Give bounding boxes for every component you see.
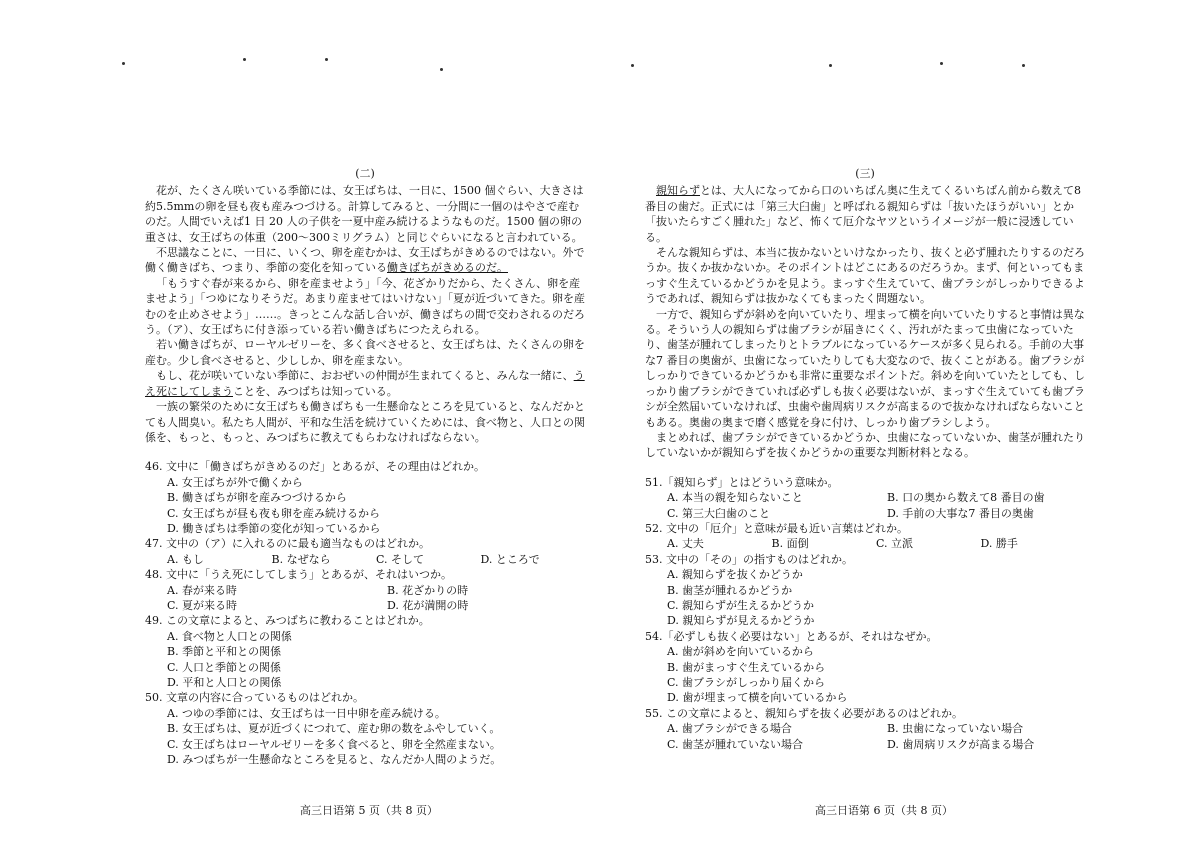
question-55 [645, 706, 1085, 752]
answer-option[interactable]: B. 花ざかりの時 [387, 583, 469, 597]
scan-speck [325, 58, 328, 61]
section-two [145, 166, 585, 767]
question-stem: 50. 文章の内容に合っているものはどれか。 [145, 691, 364, 705]
paragraph-text: とは、大人になってから口のいちばん奥に生えてくるいちばん前から数えて8 番目の歯だ。正式には「第三大臼歯」と呼ばれる親知らずは「抜いたほうがいい」とか「抜いたらすごく腫れた」など、怖くて厄介なヤツというイメージが一般に浸透している。 [645, 184, 1081, 244]
question-stem: 47. 文中の（ア）に入れるのに最も適当なものはどれか。 [145, 537, 430, 551]
section-title: (二) [355, 167, 375, 180]
scan-speck [243, 58, 246, 61]
answer-option[interactable]: C. 立派 [876, 537, 914, 551]
passage-paragraph [145, 368, 585, 399]
page-footer: 高三日语第 5 页（共 8 页） [300, 804, 438, 817]
question-stem: 52. 文中の「厄介」と意味が最も近い言葉はどれか。 [645, 521, 908, 535]
answer-option[interactable]: D. 歯周病リスクが高まる場合 [887, 737, 1035, 751]
question-stem: 48. 文中に「うえ死にしてしまう」とあるが、それはいつか。 [145, 568, 452, 582]
underlined-phrase: うえ死にしてしまう [145, 369, 585, 398]
scan-speck [122, 62, 125, 65]
answer-option[interactable]: C. 第三大臼歯のこと [667, 506, 771, 520]
paragraph-text: ことを、みつばちは知っている。 [233, 384, 398, 398]
scan-speck [940, 62, 943, 65]
question-stem: 55. この文章によると、親知らずを抜く必要があるのはどれか。 [645, 706, 963, 720]
answer-option[interactable]: B. 口の奥から数えて8 番目の歯 [887, 491, 1045, 505]
answer-option[interactable]: A. 丈夫 [667, 537, 704, 551]
passage-paragraph: 花が、たくさん咲いている季節には、女王ばちは、一日に、1500 個ぐらい、大きさは約5.5mmの卵を昼も夜も産みつづける。計算してみると、一分間に一個のはやさで産むのだ。人間でいえば1 日 20 人の子供を一夏中産み続けるようなものだ。1500 個の卵の重さは、女王ばちの体重（200～300ミリグラム）と同じぐらいになると言われている。 [145, 184, 584, 244]
paragraph-text: もし、花が咲いていない季節に、おおぜいの仲間が生まれてくると、みんな一緒に、 [156, 369, 574, 383]
question-47 [145, 536, 585, 567]
answer-option[interactable]: D. 歯が埋まって横を向いているから [667, 691, 848, 705]
answer-option[interactable]: A. 親知らずを抜くかどうか [667, 568, 803, 582]
passage-paragraph: そんな親知らずは、本当に抜かないといけなかったり、抜くと必ず腫れたりするのだろうか。抜くか抜かないか。そのポイントはどこにあるのだろうか。まず、何といってもまっすぐ生えているかどうかを見よう。まっすぐ生えていて、歯ブラシがしっかりできるようであれば、親知らずは抜かなくてもまったく問題ない。 [645, 246, 1085, 306]
answer-option[interactable]: A. 歯が斜めを向いているから [667, 645, 814, 659]
answer-option[interactable]: A. つゆの季節には、女王ばちは一日中卵を産み続ける。 [167, 706, 446, 720]
answer-option[interactable]: C. 女王ばちが昼も夜も卵を産み続けるから [167, 506, 381, 520]
answer-option[interactable]: B. 面倒 [771, 537, 809, 551]
passage-paragraph [645, 183, 1085, 245]
passage-paragraph [145, 245, 585, 276]
answer-option[interactable]: D. ところで [480, 552, 540, 566]
scan-speck [1022, 64, 1025, 67]
answer-option[interactable]: C. 女王ばちはローヤルゼリーを多く食べると、卵を全然産まない。 [167, 737, 501, 751]
question-46 [145, 459, 585, 536]
answer-option[interactable]: D. 平和と人口との関係 [167, 676, 282, 689]
answer-option[interactable]: B. 働きばちが卵を産みつづけるから [167, 491, 347, 505]
answer-option[interactable]: A. 歯ブラシができる場合 [667, 722, 792, 736]
scan-speck [829, 64, 832, 67]
answer-option[interactable]: A. 本当の親を知らないこと [667, 491, 803, 505]
answer-option[interactable]: B. 虫歯になっていない場合 [887, 722, 1024, 736]
answer-option[interactable]: A. 食べ物と人口との関係 [167, 629, 292, 643]
answer-option[interactable]: B. 歯茎が腫れるかどうか [667, 583, 793, 597]
answer-option[interactable]: D. 手前の大事な7 番目の奥歯 [887, 506, 1034, 520]
answer-option[interactable]: D. みつばちが一生懸命なところを見ると、なんだか人間のようだ。 [167, 753, 502, 767]
answer-option[interactable]: C. 親知らずが生えるかどうか [667, 598, 815, 612]
question-stem: 54.「必ずしも抜く必要はない」とあるが、それはなぜか。 [645, 629, 938, 643]
answer-option[interactable]: C. 人口と季節との関係 [167, 660, 282, 674]
question-53 [645, 552, 1085, 629]
question-54 [645, 629, 1085, 706]
question-stem: 46. 文中に「働きばちがきめるのだ」とあるが、その理由はどれか。 [145, 460, 485, 474]
answer-option[interactable]: D. 花が満開の時 [387, 598, 469, 612]
page-footer: 高三日语第 6 页（共 8 页） [815, 804, 953, 817]
underlined-phrase: 働きばちがきめるのだ。 [387, 261, 508, 275]
question-stem: 53. 文中の「その」の指すものはどれか。 [645, 552, 853, 566]
passage-paragraph: 一方で、親知らずが斜めを向いていたり、埋まって横を向いていたりすると事情は異なる。そういう人の親知らずは歯ブラシが届きにくく、汚れがたまって虫歯になっていたり、歯茎が腫れてしまったりとトラブルになっているケースが多く見られる。手前の大事な7 番目の奥歯が、虫歯になっていたりしても大変なので、抜くことがある。歯ブラシがしっかりできているかどうかも非常に重要なポイントだ。斜めを向いていたとしても、しっかり歯ブラシができていれば必ずしも抜く必要はないが、まっすぐ生えていても歯ブラシが全然届いていなければ、虫歯や歯周病リスクが高まるので抜かなければならないこともある。奥歯の奥まで磨く感覚を身に付け、しっかり歯ブラシしよう。 [645, 307, 1085, 429]
answer-option[interactable]: B. 女王ばちは、夏が近づくにつれて、産む卵の数をふやしていく。 [167, 722, 501, 736]
section-title: (三) [855, 167, 875, 180]
passage-paragraph: 「もうすぐ春が来るから、卵を産ませよう」「今、花ざかりだから、たくさん、卵を産ませよう」「つゆになりそうだ。あまり産ませてはいけない」「夏が近づいてきた。卵を産むのを止めさせよう」……。きっとこんな話し合いが、働きばちの間で交わされるのだろう。（ア）、女王ばちに付き添っている若い働きばちにつたえられる。 [145, 276, 585, 337]
paragraph-text: 不思議なことに、一日に、いくつ、卵を産むかは、女王ばちがきめるのではない。外で働く働きばち、つまり、季節の変化を知っている [145, 246, 585, 275]
answer-option[interactable]: B. 季節と平和との関係 [167, 645, 282, 659]
question-52 [645, 521, 1085, 552]
underlined-phrase: 親知らず [656, 184, 700, 198]
answer-option[interactable]: A. もし [167, 552, 204, 566]
answer-option[interactable]: B. なぜなら [271, 552, 331, 566]
answer-option[interactable]: C. 夏が来る時 [167, 598, 238, 612]
question-51 [645, 475, 1085, 521]
question-stem: 49. この文章によると、みつばちに教わることはどれか。 [145, 614, 430, 628]
answer-option[interactable]: A. 女王ばちが外で働くから [167, 475, 303, 489]
answer-option[interactable]: A. 春が来る時 [167, 583, 237, 597]
answer-option[interactable]: D. 親知らずが見えるかどうか [667, 614, 815, 628]
scan-speck [631, 64, 634, 67]
answer-option[interactable]: C. そして [376, 552, 425, 566]
passage-paragraph: 若い働きばちが、ローヤルゼリーを、多く食べさせると、女王ばちは、たくさんの卵を産む。少し食べさせると、少ししか、卵を産まない。 [145, 338, 585, 367]
section-three [645, 166, 1085, 752]
passage-paragraph: 一族の繁栄のために女王ばちも働きばちも一生懸命なところを見ていると、なんだかとても人間臭い。私たち人間が、平和な生活を続けていくためには、食べ物と、人口との関係を、もっと、もっと、みつばちに教えてもらわなければならない。 [145, 400, 585, 444]
answer-option[interactable]: D. 働きばちは季節の変化が知っているから [167, 521, 381, 535]
question-48 [145, 567, 585, 613]
scan-speck [440, 68, 443, 71]
answer-option[interactable]: C. 歯茎が腫れていない場合 [667, 737, 804, 751]
answer-option[interactable]: C. 歯ブラシがしっかり届くから [667, 676, 826, 689]
question-50 [145, 690, 585, 767]
answer-option[interactable]: B. 歯がまっすぐ生えているから [667, 660, 826, 674]
answer-option[interactable]: D. 勝手 [980, 537, 1018, 551]
question-stem: 51.「親知らず」とはどういう意味か。 [645, 475, 839, 489]
question-49 [145, 613, 585, 690]
passage-paragraph: まとめれば、歯ブラシができているかどうか、虫歯になっていないか、歯茎が腫れたりしていないかが親知らずを抜くかどうかの重要な判断材料となる。 [645, 430, 1085, 460]
